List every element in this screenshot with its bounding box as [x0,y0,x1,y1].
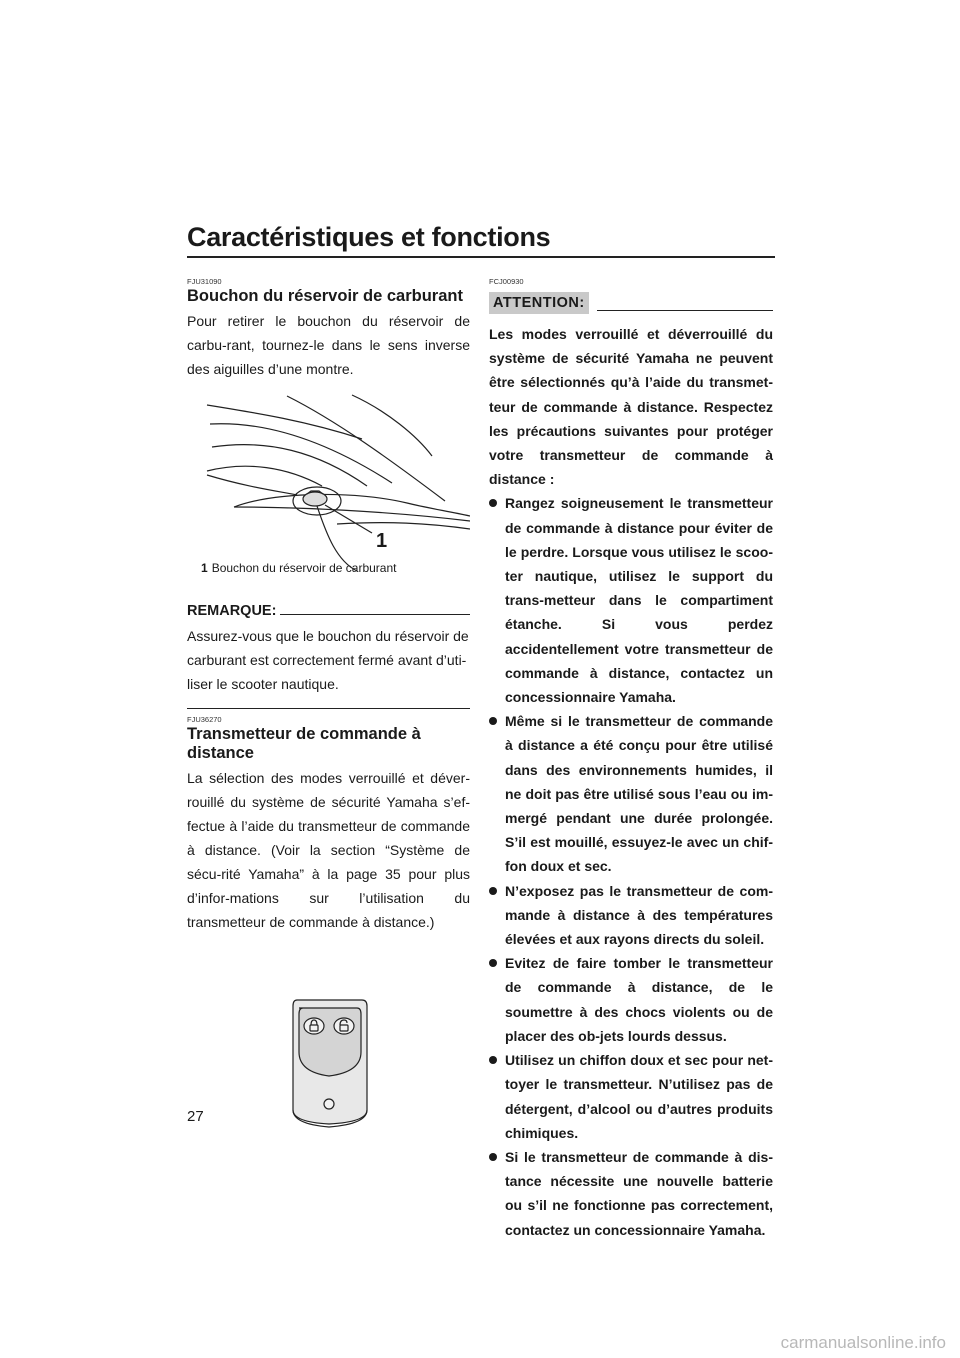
section-code-2: FJU36270 [187,715,222,724]
note-rule [280,614,470,615]
figure-caption-text: Bouchon du réservoir de carburant [211,561,397,575]
bullet-icon [489,1153,497,1161]
bullet-icon [489,1056,497,1064]
right-column [489,277,773,1242]
header-rule [187,256,775,258]
watermark: carmanualsonline.info [780,1333,946,1352]
section-title-transmitter: Transmetteur de commande à distance [187,725,421,762]
figure-caption [201,561,396,575]
list-item: N’exposez pas le transmetteur de com-mande à distance à des températures élevées et aux rayons directs du soleil. [489,879,773,952]
left-column [187,277,470,1132]
list-item: Si le transmetteur de commande à dis-tance nécessite une nouvelle batterie ou s’il ne fonctionne pas correctement, contactez un concessionnaire Yamaha. [489,1145,773,1242]
transmitter-figure [187,992,470,1132]
fuel-cap-paragraph: Pour retirer le bouchon du réservoir de carbu-rant, tournez-le dans le sens inverse des aiguilles d’une montre. [187,313,470,377]
bullet-icon [489,887,497,895]
note-heading [187,600,470,622]
bullet-icon [489,499,497,507]
bullet-icon [489,959,497,967]
attention-code: FCJ00930 [489,277,524,286]
section-title-fuel-cap: Bouchon du réservoir de carburant [187,287,463,305]
list-item: Rangez soigneusement le transmetteur de commande à distance pour éviter de le perdre. Lorsque vous utilisez le scoo-ter nautique, utilisez le support du trans-metteur dans le compartiment étanche. Si vous perdez accidentellement votre transmetteur de commande à distance, contactez un concessionnaire Yamaha. [489,491,773,709]
note-text: Assurez-vous que le bouchon du réservoir de carburant est correctement fermé avant d’uti-liser le scooter nautique. [187,628,469,692]
remote-transmitter-illustration [187,992,470,1132]
figure-caption-number: 1 [201,561,208,575]
attention-bullet-list [489,491,773,1241]
list-item: Evitez de faire tomber le transmetteur de commande à distance, de le soumettre à des chocs violents ou de placer des ob-jets lourds dessus. [489,951,773,1048]
list-item: Même si le transmetteur de commande à distance a été conçu pour être utilisé dans des environnements humides, il ne doit pas être utilisé sous l’eau ou im-mergé pendant une durée prolongée. S’il est mouillé, essuyez-le avec un chif-fon doux et sec. [489,709,773,878]
page-number: 27 [187,1108,204,1125]
note-label: REMARQUE: [187,603,277,619]
fuel-cap-figure [187,391,470,586]
attention-rule [597,310,773,311]
bullet-icon [489,717,497,725]
transmitter-paragraph: La sélection des modes verrouillé et déver-rouillé du système de sécurité Yamaha s’ef-fectue à l’aide du transmetteur de commande à distance. (Voir la section “Système de sécu-rité Yamaha” à la page 35 pour plus d’infor-mations sur l’utilisation du transmetteur de commande à distance.) [187,770,470,930]
figure-callout-number: 1 [376,530,388,552]
note-end-rule [187,708,470,709]
list-item: Utilisez un chiffon doux et sec pour net-toyer le transmetteur. N’utilisez pas de détergent, d’alcool ou d’autres produits chimiques. [489,1048,773,1145]
page-title: Caractéristiques et fonctions [187,222,551,252]
attention-heading [489,289,773,317]
fuel-cap-illustration [187,391,470,586]
attention-intro: Les modes verrouillé et déverrouillé du système de sécurité Yamaha ne peuvent être sélectionnés qu’à l’aide du transmet-teur de commande à distance. Respectez les précautions suivantes pour protéger votre transmetteur de commande à distance : [489,326,773,488]
attention-badge: ATTENTION: [489,292,589,314]
section-code: FJU31090 [187,277,222,286]
